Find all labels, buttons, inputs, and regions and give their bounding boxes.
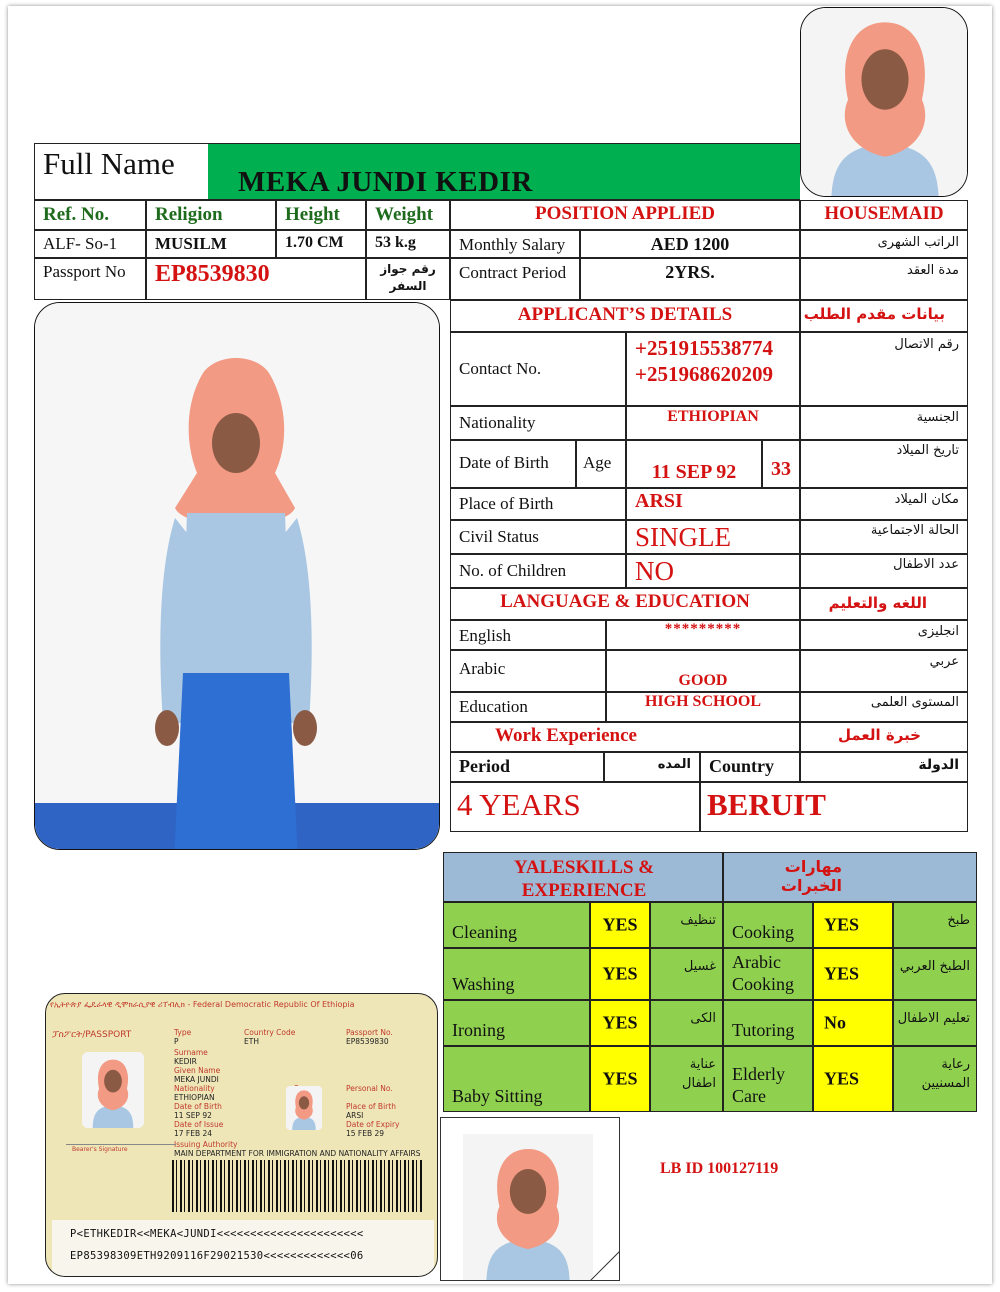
contact-value-1: +251915538774 <box>635 336 773 360</box>
applicant-heading-cell <box>450 300 800 332</box>
contract-value: 2YRS. <box>665 262 715 282</box>
applicant-photo-small <box>800 7 968 197</box>
skill-label: Cooking <box>732 922 795 942</box>
english-label: English <box>459 626 511 645</box>
religion-label: Religion <box>155 204 223 225</box>
children-value-cell <box>626 554 800 588</box>
portrait-image <box>801 8 968 197</box>
ref-value: ALF- So-1 <box>43 234 118 253</box>
skill-cell <box>590 1000 650 1046</box>
skill-label-ar: تنظيف <box>680 913 716 928</box>
skill-cell <box>723 948 813 1000</box>
contact-label: Contact No. <box>459 359 542 378</box>
bottom-portrait-image <box>441 1118 620 1281</box>
height-value: 1.70 CM <box>285 234 344 251</box>
religion-value-cell <box>146 230 276 258</box>
religion-value: MUSILM <box>155 234 227 253</box>
salary-label: Monthly Salary <box>459 235 566 254</box>
age-value: 33 <box>771 458 791 480</box>
skill-value: YES <box>824 963 860 984</box>
skill-value: YES <box>602 914 638 935</box>
pob-label: Place of Birth <box>459 494 554 513</box>
education-label-ar-cell <box>800 692 968 722</box>
skills-heading-ar-cell <box>723 852 977 902</box>
pob-value-cell <box>626 488 800 520</box>
nationality-value-cell <box>626 406 800 440</box>
passport-doc-label: ፓስፖርት/PASSPORT <box>52 1030 132 1040</box>
passport-label: Passport No <box>43 262 126 281</box>
ref-value-cell <box>34 230 146 258</box>
nationality-label-cell <box>450 406 626 440</box>
english-value-cell <box>606 620 800 650</box>
ref-label: Ref. No. <box>43 204 109 225</box>
contact-label-ar: رقم الاتصال <box>894 337 959 352</box>
lb-id: LB ID 100127119 <box>660 1160 779 1177</box>
work-heading-ar: خبرة العمل <box>837 726 921 744</box>
country-value-cell <box>700 782 968 832</box>
contract-label-ar-cell <box>800 258 968 300</box>
period-value: 4 YEARS <box>457 787 581 822</box>
passport-value-cell <box>146 258 366 300</box>
education-value-cell <box>606 692 800 722</box>
education-label: Education <box>459 697 528 716</box>
position-label: POSITION APPLIED <box>534 203 715 224</box>
passport-no-value: EP8539830 <box>346 1037 389 1046</box>
passport-mrz-line2: EP85398309ETH9209116F29021530<<<<<<<<<<<<<06 <box>70 1250 364 1262</box>
skill-label: Baby Sitting <box>452 1086 543 1106</box>
english-label-ar: انجليزى <box>917 624 959 639</box>
skill-label: Cleaning <box>452 922 517 942</box>
contract-label-ar: مدة العقد <box>907 263 959 278</box>
passport-label-ar: رقم جواز السفر <box>380 262 436 293</box>
applicant-heading-ar-cell <box>800 300 968 332</box>
skill-cell <box>443 1000 590 1046</box>
contract-label-cell <box>450 258 580 300</box>
skill-value: YES <box>824 914 860 935</box>
full-name-label: Full Name <box>43 146 175 181</box>
skill-cell <box>650 1000 723 1046</box>
education-value: HIGH SCHOOL <box>644 693 762 710</box>
dob-value-cell <box>626 440 762 488</box>
skills-heading-ar: مهارات الخبرات <box>780 857 842 895</box>
passport-pob-label: Place of Birth <box>346 1102 396 1111</box>
english-label-cell <box>450 620 606 650</box>
passport-surname-label: Surname <box>174 1048 208 1057</box>
children-label-ar-cell <box>800 554 968 588</box>
nationality-value: ETHIOPIAN <box>667 408 759 425</box>
contract-label: Contract Period <box>459 263 567 282</box>
weight-label-cell <box>366 200 450 230</box>
passport-photo <box>82 1052 144 1128</box>
skill-cell <box>893 1000 977 1046</box>
passport-issue-value: 17 FEB 24 <box>174 1129 213 1138</box>
skill-cell <box>590 1046 650 1112</box>
passport-nationality-label: Nationality <box>174 1084 215 1093</box>
dob-label: Date of Birth <box>459 453 549 472</box>
arabic-label-ar-cell <box>800 650 968 692</box>
height-label: Height <box>285 204 340 225</box>
passport-personal-no-label: Personal No. <box>346 1084 393 1093</box>
pob-label-cell <box>450 488 626 520</box>
contact-label-cell <box>450 332 626 406</box>
skill-label-ar: الطبخ العربي <box>899 959 970 974</box>
weight-value: 53 k.g <box>375 234 416 251</box>
dob-label-ar-cell <box>800 440 968 488</box>
contact-value-2: +251968620209 <box>635 362 773 386</box>
skill-cell <box>723 902 813 948</box>
weight-label: Weight <box>375 204 434 225</box>
applicant-heading: APPLICANT’S DETAILS <box>517 304 733 325</box>
religion-label-cell <box>146 200 276 230</box>
skill-label: Elderly Care <box>732 1064 785 1106</box>
country-label-ar-cell <box>800 752 968 782</box>
skill-label-ar: الكى <box>690 1011 716 1026</box>
period-value-cell <box>450 782 700 832</box>
nationality-label-ar-cell <box>800 406 968 440</box>
passport-ghost-image <box>286 1086 322 1130</box>
pob-label-ar-cell <box>800 488 968 520</box>
contact-value-cell <box>626 332 800 406</box>
passport-no-label: Passport No. <box>346 1028 393 1037</box>
arabic-label-cell <box>450 650 606 692</box>
passport-surname-value: KEDIR <box>174 1057 197 1066</box>
civil-label-cell <box>450 520 626 554</box>
children-label-cell <box>450 554 626 588</box>
dob-label-ar: تاريخ الميلاد <box>896 443 959 458</box>
position-value: HOUSEMAID <box>824 203 944 224</box>
weight-value-cell <box>366 230 450 258</box>
arabic-value-cell <box>606 650 800 692</box>
skill-cell <box>443 948 590 1000</box>
dob-label-cell <box>450 440 576 488</box>
language-heading: LANGUAGE & EDUCATION <box>500 591 750 612</box>
passport-given-value: MEKA JUNDI <box>174 1075 219 1084</box>
skill-label-ar: طبخ <box>947 913 970 928</box>
passport-type-value: P <box>174 1037 179 1046</box>
skill-cell <box>590 948 650 1000</box>
passport-expiry-label: Date of Expiry <box>346 1120 400 1129</box>
nationality-label: Nationality <box>459 413 536 432</box>
passport-dob-label: Date of Birth <box>174 1102 222 1111</box>
full-name-label-cell <box>34 143 208 200</box>
language-heading-ar-cell <box>800 588 968 620</box>
period-label: Period <box>459 756 510 776</box>
nationality-label-ar: الجنسية <box>916 410 959 425</box>
skills-heading: YALESKILLS & EXPERIENCE <box>513 857 655 901</box>
children-label-ar: عدد الاطفال <box>893 557 959 572</box>
salary-label-ar-cell <box>800 230 968 258</box>
skill-cell <box>443 1046 590 1112</box>
skill-cell <box>813 902 893 948</box>
work-heading-ar-cell <box>800 722 968 752</box>
applicant-photo-bottom <box>440 1117 620 1281</box>
skill-value: YES <box>602 1068 638 1089</box>
skill-cell <box>813 1046 893 1112</box>
language-heading-ar: اللغه والتعليم <box>828 594 927 612</box>
passport-authority-value: MAIN DEPARTMENT FOR IMMIGRATION AND NATIONALITY AFFAIRS <box>174 1149 421 1158</box>
passport-signature-label: Bearer's Signature <box>72 1146 128 1153</box>
applicant-photo-full <box>34 302 440 850</box>
salary-value: AED 1200 <box>650 234 730 254</box>
skill-cell <box>590 902 650 948</box>
full-body-image <box>35 303 440 850</box>
period-label-ar-cell <box>604 752 700 782</box>
full-name-value: MEKA JUNDI KEDIR <box>238 166 533 198</box>
passport-ghost-photo <box>286 1086 322 1130</box>
work-heading-cell <box>450 722 800 752</box>
arabic-label-ar: عربي <box>929 654 959 669</box>
skill-cell <box>893 1046 977 1112</box>
passport-value: EP8539830 <box>155 261 270 287</box>
skill-label: Ironing <box>452 1020 505 1040</box>
height-value-cell <box>276 230 366 258</box>
skill-value: YES <box>602 963 638 984</box>
passport-mrz-zone <box>52 1220 434 1277</box>
contact-label-ar-cell <box>800 332 968 406</box>
skill-cell <box>650 948 723 1000</box>
passport-pob-value: ARSI <box>346 1111 364 1120</box>
passport-country-code-label: Country Code <box>244 1028 296 1037</box>
civil-label: Civil Status <box>459 527 539 546</box>
passport-dob-value: 11 SEP 92 <box>174 1111 212 1120</box>
position-value-cell <box>800 200 968 230</box>
civil-label-ar-cell <box>800 520 968 554</box>
skill-label-ar: رعاية المسنيين <box>921 1057 970 1091</box>
period-label-ar: المده <box>657 757 691 772</box>
passport-mrz-line1: P<ETHKEDIR<<MEKA<JUNDI<<<<<<<<<<<<<<<<<<<<<< <box>70 1228 364 1240</box>
skill-cell <box>893 948 977 1000</box>
passport-header-en: Federal Democratic Republic Of Ethiopia <box>192 1000 355 1009</box>
contract-value-cell <box>580 258 800 300</box>
country-label: Country <box>709 756 775 776</box>
country-label-cell <box>700 752 800 782</box>
age-label: Age <box>583 453 612 472</box>
age-value-cell <box>762 440 800 488</box>
skill-cell <box>443 902 590 948</box>
skill-label-ar: عناية اطفال <box>682 1057 716 1091</box>
position-label-cell <box>450 200 800 230</box>
skill-cell <box>813 1000 893 1046</box>
country-value: BERUIT <box>707 787 826 822</box>
civil-label-ar: الحالة الاجتماعية <box>870 523 959 538</box>
skills-heading-cell <box>443 852 723 902</box>
arabic-value: GOOD <box>678 672 728 689</box>
english-label-ar-cell <box>800 620 968 650</box>
period-label-cell <box>450 752 604 782</box>
height-label-cell <box>276 200 366 230</box>
passport-barcode <box>172 1160 424 1212</box>
passport-portrait-image <box>82 1052 144 1128</box>
passport-authority-label: Issuing Authority <box>174 1140 238 1149</box>
passport-label-ar-cell <box>366 258 450 300</box>
salary-label-ar: الراتب الشهرى <box>877 235 959 250</box>
children-value: NO <box>635 556 674 586</box>
civil-value-cell <box>626 520 800 554</box>
applicant-heading-ar: بيانات مقدم الطلب <box>803 305 945 323</box>
skill-cell <box>813 948 893 1000</box>
passport-given-label: Given Name <box>174 1066 221 1075</box>
dob-value: 11 SEP 92 <box>651 461 737 483</box>
salary-value-cell <box>580 230 800 258</box>
education-label-cell <box>450 692 606 722</box>
passport-scan: የኢትዮጵያ ፌዴራላዊ ዲሞክራሲያዊ ሪፐብሊክ - Federal Democratic Republic Of Ethiopia ፓስፖርት/PASSPORT Type P Country Code ETH Passport No. EP8539830 Surname KEDIR Given Name MEKA JUNDI Nationality ETHIOPIAN Date of Birth 11 SEP 92 Date of Issue 17 FEB 24 Personal No. Place of Birth ARSI Date of Expiry 15 FEB 29 Issuing Authority MAIN DEPARTMENT FOR IMMIGRATION AND NATIONALITY AFFAIRS Bearer's Signature P<ETHKEDIR<<MEKA<JUNDI<<<<<<<<<<<<<<<<<<<<<< EP85398309ETH9209116F29021530<<<<<<<<<<<<<06 <box>45 993 438 1277</box>
skill-cell <box>893 902 977 948</box>
age-label-cell <box>576 440 626 488</box>
civil-value: SINGLE <box>635 522 731 552</box>
skill-label: Washing <box>452 974 515 994</box>
passport-country-code-value: ETH <box>244 1037 259 1046</box>
arabic-label: Arabic <box>459 659 506 678</box>
skill-label-ar: تعليم الاطفال <box>897 1011 970 1026</box>
pob-value: ARSI <box>635 490 683 512</box>
passport-header-am: የኢትዮጵያ ፌዴራላዊ ዲሞክራሲያዊ ሪፐብሊክ <box>50 1000 185 1009</box>
passport-issue-label: Date of Issue <box>174 1120 224 1129</box>
skill-value: No <box>824 1012 846 1033</box>
skill-cell <box>723 1046 813 1112</box>
education-label-ar: المستوى العلمى <box>870 695 959 710</box>
children-label: No. of Children <box>459 561 567 580</box>
skill-label: Tutoring <box>732 1020 795 1040</box>
skill-cell <box>650 902 723 948</box>
work-heading: Work Experience <box>495 725 637 746</box>
skill-cell <box>723 1000 813 1046</box>
passport-type-label: Type <box>174 1028 192 1037</box>
salary-label-cell <box>450 230 580 258</box>
skill-value: YES <box>824 1068 860 1089</box>
skill-cell <box>650 1046 723 1112</box>
skill-label: Arabic Cooking <box>732 952 795 994</box>
skill-value: YES <box>602 1012 638 1033</box>
passport-nationality-value: ETHIOPIAN <box>174 1093 215 1102</box>
country-label-ar: الدولة <box>918 757 959 773</box>
english-value: ********* <box>664 621 742 637</box>
pob-label-ar: مكان الميلاد <box>894 492 959 507</box>
passport-expiry-value: 15 FEB 29 <box>346 1129 385 1138</box>
full-name-value-cell <box>208 143 800 200</box>
passport-label-cell <box>34 258 146 300</box>
skill-label-ar: غسيل <box>683 959 716 974</box>
ref-label-cell <box>34 200 146 230</box>
language-heading-cell <box>450 588 800 620</box>
